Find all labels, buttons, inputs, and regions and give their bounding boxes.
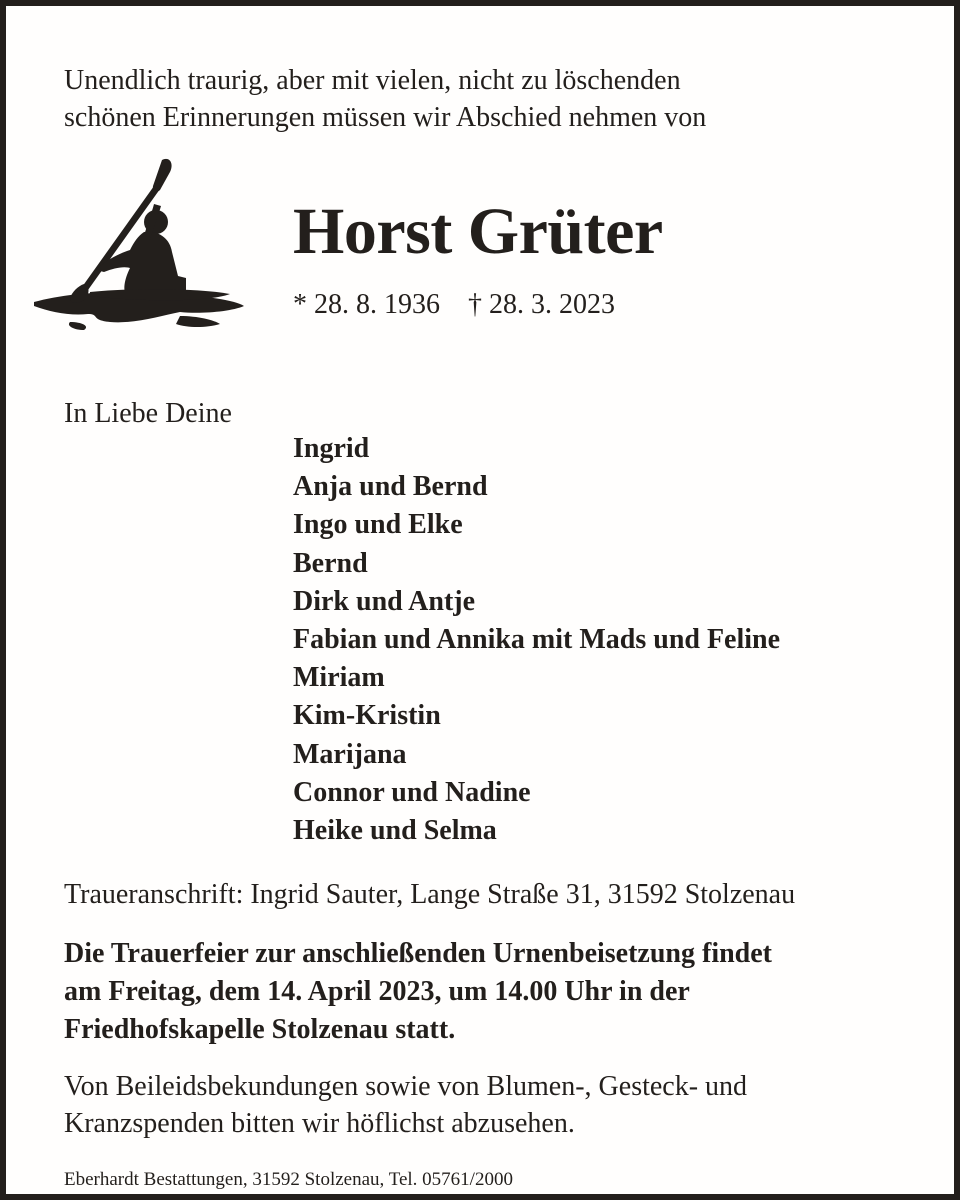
death-date: † 28. 3. 2023 xyxy=(468,289,615,320)
ceremony-line-1: Die Trauerfeier zur anschließenden Urnenbeisetzung findet xyxy=(64,938,772,969)
intro-line-2: schönen Erinnerungen müssen wir Abschied nehmen von xyxy=(64,102,707,133)
mourner-name: Heike und Selma xyxy=(293,815,497,847)
ceremony-line-3: Friedhofskapelle Stolzenau statt. xyxy=(64,1014,456,1045)
kayaker-silhouette-icon xyxy=(30,156,266,336)
mourning-address: Traueranschrift: Ingrid Sauter, Lange Straße 31, 31592 Stolzenau xyxy=(64,879,796,910)
mourner-name: Ingo und Elke xyxy=(293,509,463,541)
mourner-name: Fabian und Annika mit Mads und Feline xyxy=(293,624,781,656)
condolence-line-2: Kranzspenden bitten wir höflichst abzusehen. xyxy=(64,1108,575,1139)
mourners-intro: In Liebe Deine xyxy=(64,398,232,429)
mourner-name: Bernd xyxy=(293,547,368,579)
mourner-name: Miriam xyxy=(293,662,385,694)
ceremony-notice xyxy=(64,935,772,1049)
mourner-name: Marijana xyxy=(293,738,407,770)
intro-line-1: Unendlich traurig, aber mit vielen, nicht zu löschenden xyxy=(64,65,681,96)
mourner-name: Connor und Nadine xyxy=(293,776,531,808)
condolence-note xyxy=(64,1068,747,1142)
mourner-name: Kim-Kristin xyxy=(293,700,441,732)
mourner-name: Ingrid xyxy=(293,433,370,464)
mourner-list xyxy=(293,430,780,850)
ceremony-line-2: am Freitag, dem 14. April 2023, um 14.00 Uhr in der xyxy=(64,976,690,1007)
deceased-name: Horst Grüter xyxy=(293,195,663,268)
condolence-line-1: Von Beileidsbekundungen sowie von Blumen-, Gesteck- und xyxy=(64,1071,748,1102)
life-dates xyxy=(293,288,615,322)
intro-text xyxy=(64,62,706,136)
funeral-home-info: Eberhardt Bestattungen, 31592 Stolzenau, Tel. 05761/2000 xyxy=(64,1169,513,1190)
mourner-name: Anja und Bernd xyxy=(293,471,488,503)
mourner-name: Dirk und Antje xyxy=(293,585,476,617)
birth-date: * 28. 8. 1936 xyxy=(293,289,440,320)
